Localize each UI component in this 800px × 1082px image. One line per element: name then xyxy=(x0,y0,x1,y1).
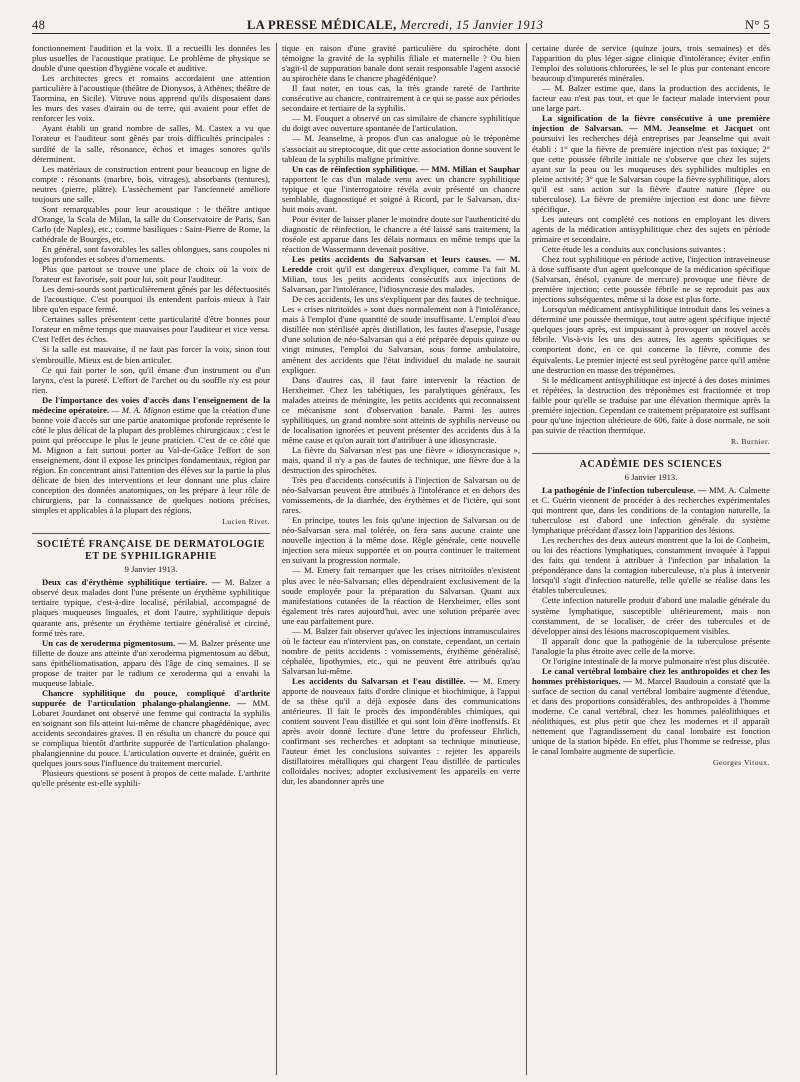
paragraph: Sont remarquables pour leur acoustique : le théâtre antique d'Orange, la Scala de Milan, la salle du Conservatoire de Paris, San Carlo (de Naples), etc.; comme basiliques : Saint-Pierre de Rome, la cathédrale de Bourges, etc. xyxy=(32,203,270,244)
paragraph: Si le médicament antisyphilitique est injecté à des doses minimes et répétées, la destruction des tréponèmes est fractionnée et trop faible pour qu'elle se traduise par une élévation thermique après la première injection. Cependant ce traitement préparatoire est suffisant pour qu'une injection ultérieure de 606, faite à dose normale, ne soit pas suivie de réaction thermique. xyxy=(532,374,770,435)
paragraph: Or l'origine intestinale de la morve pulmonaire n'est plus discutée. xyxy=(542,655,770,666)
paragraph: Pour éviter de laisser planer le moindre doute sur l'authenticité du diagnostic de réinfection, le chancre a été laissé sans traitement, la roséole est apparue dans les délais normaux en même temps que la réaction de Wassermann devenait positive. xyxy=(282,213,520,254)
paragraph: tique en raison d'une gravité particulière du spirochète dont témoigne la gravité de la syphilis filiale et maternelle ? Ou bien s'agit-il de suppuration banale dont serait responsable l'agent associé au spirochète dans le chancre phagédénique? xyxy=(282,43,520,84)
journal-name: LA PRESSE MÉDICALE, xyxy=(247,18,397,32)
column-3 xyxy=(532,43,770,788)
article-paragraph: De l'importance des voies d'accès dans l'enseignement de la médecine opératoire. — M. A. Mignon estime que la création d'une bonne voie d'accès sur une partie anatomique profonde représente le côté le plus délicat de la plupart des problèmes chirurgicaux ; c'est le point qui préoccupe le plus le jeune praticien. C'est de ce côté que M. Mignon a fait surtout porter au Val-de-Grâce l'effort de son enseignement, dont il expose les principes fondamentaux, région par région. En concentrant ainsi l'attention des élèves sur la partie la plus délicate de bien des interventions et leur donnant une plus claire conception des données anatomiques, on les prépare à leur rôle de chirurgiens, par la connaissance de quelques notions précises, simples et applicables à la plupart des régions. xyxy=(32,394,270,516)
article-title: De l'importance des voies d'accès dans l'enseignement de la médecine opératoire. xyxy=(32,394,270,415)
paragraph: Il apparaît donc que la pathogénie de la tuberculose présente l'analogie la plus étroite avec celle de la morve. xyxy=(532,635,770,656)
section-heading: SOCIÉTÉ FRANÇAISE DE DERMATOLOGIE ET DE SYPHILIGRAPHIE xyxy=(32,533,270,563)
paragraph: De ces accidents, les uns s'expliquent par des fautes de technique. Les « crises nitritoïdes » sont dues normalement non à l'intolérance, mais à l'emploi d'une quantité de soude insuffisante. L'emploi d'eau distillée non stérilisée après distillation, les fautes d'asepsie, l'usage d'une solution de néo-Salvarsan qui a été préparée depuis quinze ou vingt minutes, l'emploi du Salvarsan, sous forme ambulatoire, amènent des accidents que l'état individuel du malade ne saurait expliquer. xyxy=(282,294,520,375)
paragraph: Ce qui fait porter le son, qu'il émane d'un instrument ou d'un larynx, c'est la pureté. L'effort de l'archet ou du souffle n'y est pour rien. xyxy=(32,364,270,395)
paragraph: fonctionnement l'audition et la voix. Il a recueilli les données les plus usuelles de l'acoustique pratique. Le problème de physique se double d'une question d'hygiène vocale et auditive. xyxy=(32,43,270,74)
paragraph: certaine durée de service (quinze jours, trois semaines) et dès l'apparition du plus léger signe clinique d'intolérance; éviter enfin l'emploi des solutions chlorurées, le sel le plus pur contenant encore beaucoup d'impuretés minérales. xyxy=(532,43,770,84)
column-2 xyxy=(282,43,520,788)
issue-number: N° 5 xyxy=(744,18,770,32)
paragraph: Les auteurs ont complété ces notions en employant les divers agents de la médication antisyphilitique chez des sujets en période primaire et secondaire. xyxy=(532,213,770,244)
paragraph: Très peu d'accidents consécutifs à l'injection de Salvarsan ou de néo-Salvarsan peuvent être attribués à l'intolérance et en dehors des vomissements, de la diarrhée, des érythèmes et de l'ictère, qui sont rares. xyxy=(282,475,520,516)
section-date: 6 Janvier 1913. xyxy=(624,471,678,482)
article-title: Le canal vertébral lombaire chez les anthropoïdes et chez les hommes préhistoriques. — xyxy=(532,665,770,686)
page-header xyxy=(32,20,770,34)
article-title: Un cas de réinfection syphilitique. — MM. Milian et Sauphar xyxy=(292,163,520,174)
article-title: La signification de la fièvre consécutive à une première injection de Salvarsan. — MM. Jeanselme et Jacquet xyxy=(532,113,770,134)
paragraph: Les demi-sourds sont particulièrement gênés par les défectuosités de l'acoustique. C'est pourquoi ils entendent parfois mieux à l'air libre qu'en espace fermé. xyxy=(32,284,270,315)
paragraph: Ayant établi un grand nombre de salles, M. Castex a vu que l'orateur et l'auditeur sont gênés par trois difficultés principales : surdité de la salle, résonance, échos et images sonores qu'ils déterminent. xyxy=(32,123,270,164)
issue-date: Mercredi, 15 Janvier 1913 xyxy=(400,18,544,32)
section-date: 9 Janvier 1913. xyxy=(124,564,178,575)
paragraph: Les recherches des deux auteurs montrent que la loi de Conheim, ou loi des réactions lymphatiques, constamment invoquée à l'appui des faits qui tendent à attribuer à l'infection par inhalation la prépondérance dans la contagion tuberculeuse, n'a plus à intervenir lorsqu'il s'agit d'infection naturelle, telle qu'elle se réalise dans les étables tuberculeuses. xyxy=(532,535,770,596)
paragraph: La fièvre du Salvarsan n'est pas une fièvre « idiosyncrasique », mais, quand il n'y a pas de fautes de technique, une fièvre due à la destruction des spirochètes. xyxy=(282,444,520,476)
paragraph: — M. Emery fait remarquer que les crises nitritoïdes n'existent plus avec le néo-Salvarsan; elles dépendraient exclusivement de la soude employée pour la préparation du Salvarsan. Quant aux manifestations cutanées de la réaction de Herxheimer, elles sont également très rares aujourd'hui, avec une solution préparée avec une eau parfaitement pure. xyxy=(282,565,520,626)
paragraph: Plus que partout se trouve une place de choix où la voix de l'orateur est favorisée, soit pour lui, soit pour l'auditeur. xyxy=(32,264,270,285)
paragraph: Si la salle est mauvaise, il ne faut pas forcer la voix, sinon tout s'embrouille. Mieux est de bien articuler. xyxy=(32,344,270,365)
paragraph: — M. Fouquet a observé un cas similaire de chancre syphilitique du doigt avec ouverture spontanée de l'articulation. xyxy=(282,113,520,134)
paragraph: Cette infection naturelle produit d'abord une maladie générale du système lymphatique, susceptible ultérieurement, mais non constamment, de se localiser, de créer des tubercules et de développer ainsi des lésions macroscopiquement visibles. xyxy=(532,595,770,636)
article-paragraph: Les petits accidents du Salvarsan et leurs causes. — M. Leredde croit qu'il est dangereux d'expliquer, comme l'a fait M. Milian, tous les petits accidents consécutifs aux injections de Salvarsan, par l'intolérance, l'idiosyncrasie des malades. xyxy=(282,254,520,295)
article-title: Deux cas d'érythème syphilitique tertiaire. — xyxy=(42,577,221,588)
paragraph: — M. Balzer estime que, dans la production des accidents, le facteur eau n'est pas tout, et que le facteur malade intervient pour une large part. xyxy=(532,83,770,114)
article-paragraph: Deux cas d'érythème syphilitique tertiaire. — M. Balzer a observé deux malades dont l'une présente un érythème syphilitique tertiaire typique, c'est-à-dire localisé, périlabial, accompagné de plaques muqueuses linguales, et dont l'autre, syphilitique depuis quarante ans, présente un érythème tertiaire généralisé et circiné, formé très rare. xyxy=(32,577,270,638)
journal-title xyxy=(247,20,543,30)
article-paragraph: Un cas de xeroderma pigmentosum. — M. Balzer présente une fillette de douze ans atteinte d'un xeroderma pigmentosum au début, sans épithéliomatisation, apparu dès l'âge de cinq semaines. Il se propose de traiter par le radium ce xeroderma qui a envahi la muqueuse labiale. xyxy=(32,637,271,688)
signature: R. Burnier. xyxy=(730,436,770,446)
paragraph: Les matériaux de construction entrent pour beaucoup en ligne de compte : résonants (marbre, bois, vitrages), absorbants (tentures), neutres (pierre, plâtre). L'assèchement par l'ancienneté améliore toujours une salle. xyxy=(32,163,270,204)
paragraph: En principe, toutes les fois qu'une injection de Salvarsan ou de néo-Salvarsan sera mal tolérée, on fera sans aucune crainte une nouvelle injection à la même dose. Règle générale, cette nouvelle injection sera mieux supportée et on pourra continuer le traitement en suivant la progression normale. xyxy=(282,515,520,566)
paragraph: Dans d'autres cas, il faut faire intervenir la réaction de Herxheimer. Chez les tabétiques, les paralytiques généraux, les malades atteints de méningite, les petits accidents qui reconnaissent ce mécanisme sont d'observation banale. Parmi les autres syphilitiques, un grand nombre sont atteints de syphilis nerveuse ou de localisation ignorées et peuvent présenter des accidents dus à la même cause et qu'on aurait tort d'attribuer à une idiosyncrasie. xyxy=(282,374,520,445)
article-title: Les accidents du Salvarsan et l'eau distillée. — xyxy=(292,676,479,686)
paragraph: Cette étude les a conduits aux conclusions suivantes : xyxy=(542,243,726,254)
paragraph: — M. Balzer fait observer qu'avec les injections intramusculaires où le facteur eau n'intervient pas, on constate, cependant, un certain nombre de petits accidents : vomissements, érythème généralisé, céphalée, lipothymies, etc., qui ne peuvent être attribués qu'au Salvarsan lui-même. xyxy=(282,625,520,676)
paragraph: Lorsqu'un médicament antisyphilitique introduit dans les veines a déterminé une poussée thermique, tout autre agent spécifique injecté quelques jours après, est impuissant à provoquer un nouvel accès fébrile. Vis-à-vis les uns des autres, les agents spécifiques se comportent donc, en ce qui concerne la fièvre, comme des équivalents. Le premier injecté est seul pyrétogène parce qu'il amène une destruction en masse des tréponèmes. xyxy=(532,304,770,375)
column-1 xyxy=(32,43,270,788)
section-heading: ACADÉMIE DES SCIENCES xyxy=(532,453,770,471)
paragraph: Plusieurs questions se posent à propos de cette malade. L'arthrite qu'elle présente est-elle syphili- xyxy=(32,768,270,789)
paragraph: Certaines salles présentent cette particularité d'être bonnes pour l'orateur en même temps que mauvaises pour l'auditeur et vice versa. C'est l'effet des échos. xyxy=(32,314,270,345)
article-paragraph: La signification de la fièvre consécutive à une première injection de Salvarsan. — MM. Jeanselme et Jacquet ont poursuivi les recherches déjà entreprises par Jeanselme qui avait établi : 1° que la fièvre de première injection n'est pas toxique; 2° que cette poussée fébrile initiale ne s'observe que chez les sujets ayant sur la peau ou les muqueuses des syphilides multiples en pleine activité; 3° que le Salvarsan coupe la fièvre syphilitique, alors qu'il est sans action sur la fièvre d'autre nature (lèpre ou tuberculose). La fièvre de première injection est donc une fièvre spécifique. xyxy=(532,113,770,214)
article-title: Les petits accidents du Salvarsan et leurs causes. — M. Leredde xyxy=(282,254,520,275)
paragraph: Les architectes grecs et romains accordaient une attention particulière à l'acoustique (théâtre de Dionysos, à Athènes; théâtre de Taormina, en Sicile). Vitruve nous apprend qu'ils disposaient dans les murs des vases d'airain ou de terre, qui avaient pour effet de renforcer les voix. xyxy=(32,73,270,124)
article-title: La pathogénie de l'infection tuberculeuse. — xyxy=(542,484,707,495)
article-title: Chancre syphilitique du pouce, compliqué d'arthrite suppurée de l'articulation phalango-phalangienne. — xyxy=(32,687,270,708)
article-paragraph: La pathogénie de l'infection tuberculeuse. — MM. A. Calmette et C. Guérin viennent de procéder à des recherches expérimentales qui montrent que, dans les conditions de la contagion naturelle, la tuberculose est d'abord une infection générale du système lymphatique précédant d'assez loin l'apparition des lésions. xyxy=(532,484,770,536)
page-number: 48 xyxy=(32,18,46,32)
paragraph: Chez tout syphilitique en période active, l'injection intraveineuse à dose suffisante d'un agent quelconque de la médication spécifique (Salvarsan, énésol, cyanure de mercure) provoque une fièvre de première injection; cette poussée fébrile ne se reproduit pas aux injections subséquentes, même si la dose est plus forte. xyxy=(532,254,770,305)
article-paragraph: Les accidents du Salvarsan et l'eau distillée. — M. Emery apporte de nouveaux faits d'ordre clinique et biochimique, à l'appui de sa thèse qu'il a déjà exposée dans des communications antérieures. Il fait le procès des impondérables chimiques, qui contient souvent l'eau distillée et qui sont loin d'être inoffensifs. Et après avoir donné lecture d'une lettre du professeur Ehrlich, confirmant ses recherches et adoptant sa technique minutieuse, l'auteur émet les conclusions suivantes : rejeter les appareils distillatoires métalliques qui chargent l'eau distillée de particules colloïdales nocives; adopter exclusivement les appareils en verre dur, les abandonner après une xyxy=(282,676,520,787)
paragraph: — M. Jeanselme, à propos d'un cas analogue où le tréponème s'associait au streptocoque, dit que cette association donne souvent le tableau de la syphilis maligne primitive. xyxy=(282,133,520,164)
article-author: — M. A. Mignon xyxy=(111,404,171,415)
article-paragraph: Chancre syphilitique du pouce, compliqué d'arthrite suppurée de l'articulation phalango-phalangienne. — MM. Lobaret Jourdanet ont observé une femme qui contracta la syphilis en soignant son fils atteint lui-même de chancre phagédénique, avec accidents secondaires graves. Il en résulta un chancre du pouce qui se compliqua bientôt d'arthrite suppurée de l'articulation phalango-phalangiennine du pouce. L'articulation ouverte et drainée, guérit en quelques jours sous l'influence du traitement mercuriel. xyxy=(32,687,271,769)
paragraph: En général, sont favorables les salles oblongues, sans coupoles ni loges profondes et sobres d'ornements. xyxy=(32,243,270,265)
article-title: Un cas de xeroderma pigmentosum. — xyxy=(42,637,187,648)
article-paragraph: Le canal vertébral lombaire chez les anthropoïdes et chez les hommes préhistoriques. — M. Marcel Baudouin a constaté que la surface de section du canal vertébral lombaire augmente d'étendue, et dans des proportions considérables, des anthropoïdes à l'homme moderne. Ce canal vertébral, chez les hommes paléolithiques et néolithiques, est plus petit que chez les modernes et il apparaît nettement que l'agrandissement du canal lombaire est fonction unique de la station bipède. En effet, plus l'homme se redresse, plus le canal lombaire augmente de superficie. xyxy=(532,665,770,757)
paragraph: Il faut noter, en tous cas, la très grande rareté de l'arthrite consécutive au chancre, contrairement à ce qui se passe aux périodes secondaire et tertiaire de la syphilis. xyxy=(282,83,520,114)
article-paragraph: Un cas de réinfection syphilitique. — MM. Milian et Sauphar rapportent le cas d'un malade venu avec un chancre syphilitique typique et que l'interrogatoire révéla avoir présenté un chancre semblable, diagnostiqué et soigné à Ricord, par le Salvarsan, dix-huit mois avant. xyxy=(282,163,520,214)
signature: Lucien Rivet. xyxy=(222,517,270,527)
signature: Georges Vitoux. xyxy=(713,758,770,768)
